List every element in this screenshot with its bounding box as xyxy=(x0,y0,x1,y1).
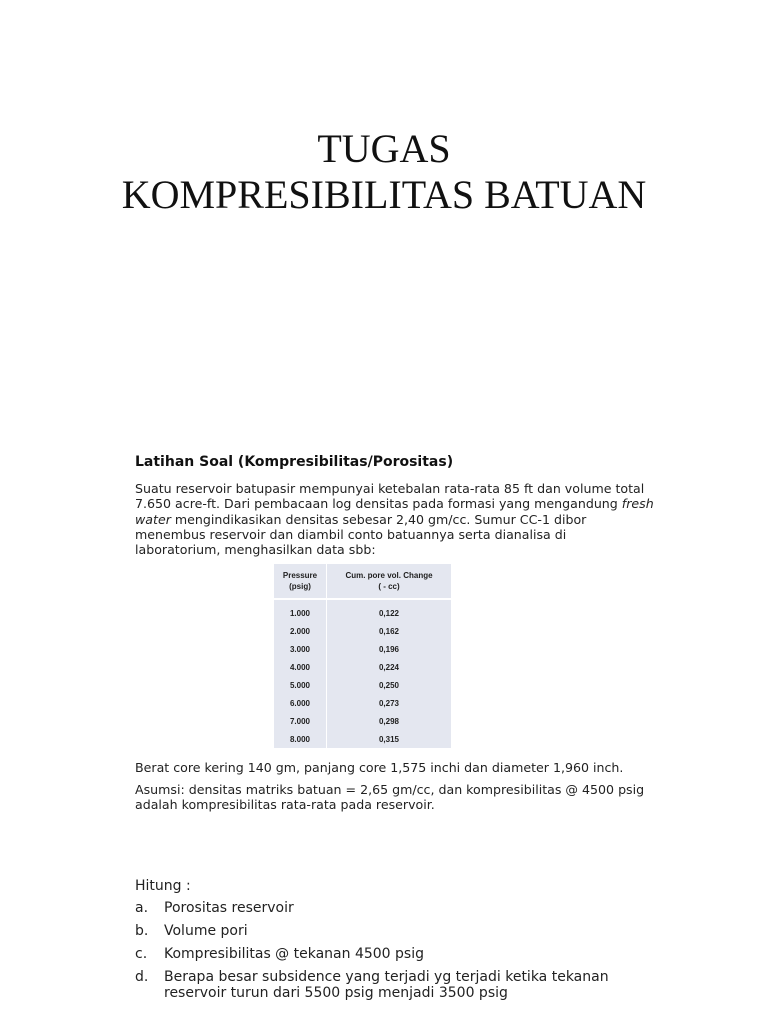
list-item-text: Kompresibilitas @ tekanan 4500 psig xyxy=(164,946,424,962)
volume-change-cell: 0,224 xyxy=(378,662,400,672)
header-pressure-line-1: Pressure xyxy=(282,571,318,580)
header-pressure xyxy=(274,564,327,599)
header-pressure-line-2: (psig) xyxy=(289,582,311,591)
pressure-cell: 4.000 xyxy=(274,658,327,676)
list-marker: b. xyxy=(135,923,149,939)
list-item-text: Volume pori xyxy=(164,923,248,939)
section-heading: Latihan Soal (Kompresibilitas/Porositas) xyxy=(135,454,454,470)
header-pore-volume-line-1: Cum. pore vol. Change xyxy=(345,571,433,580)
pressure-cell: 7.000 xyxy=(274,712,327,730)
intro-italic-term: fresh water xyxy=(135,496,654,527)
table-row xyxy=(274,640,451,658)
volume-change-cell: 0,250 xyxy=(378,680,400,690)
pressure-cell: 3.000 xyxy=(274,640,327,658)
pressure-cell: 1.000 xyxy=(274,599,327,622)
volume-change-cell: 0,122 xyxy=(378,608,400,618)
table-row xyxy=(274,712,451,730)
list-item-text: Berapa besar subsidence yang terjadi yg terjadi ketika tekanan reservoir turun dari 5500 psig menjadi 3500 psig xyxy=(164,969,609,1001)
list-item xyxy=(135,969,655,1001)
table-row xyxy=(274,599,451,622)
core-data-note: Berat core kering 140 gm, panjang core 1,575 inchi dan diameter 1,960 inch. xyxy=(135,760,624,775)
volume-change-cell: 0,315 xyxy=(378,734,400,744)
list-marker: d. xyxy=(135,969,149,985)
table-row xyxy=(274,676,451,694)
list-item xyxy=(135,900,655,916)
title-line-1: TUGAS xyxy=(317,126,451,171)
intro-text-2: mengindikasikan densitas sebesar 2,40 gm/cc. Sumur CC-1 dibor menembus reservoir dan diambil conto batuannya serta dianalisa di laboratorium, menghasilkan data sbb: xyxy=(135,511,587,558)
volume-change-cell: 0,273 xyxy=(378,698,400,708)
tasks-label: Hitung : xyxy=(135,878,191,894)
header-pore-volume-line-2: ( - cc) xyxy=(378,582,400,591)
table-header-row xyxy=(274,564,451,599)
list-marker: c. xyxy=(135,946,148,962)
title-line-2: KOMPRESIBILITAS BATUAN xyxy=(121,172,647,217)
table-row xyxy=(274,658,451,676)
list-item-text: Porositas reservoir xyxy=(164,900,294,916)
table-row xyxy=(274,730,451,748)
volume-change-cell: 0,196 xyxy=(378,644,400,654)
pressure-cell: 6.000 xyxy=(274,694,327,712)
pressure-cell: 8.000 xyxy=(274,730,327,748)
document-title xyxy=(0,126,768,218)
assumption-note: Asumsi: densitas matriks batuan = 2,65 gm/cc, dan kompresibilitas @ 4500 psig adalah kompresibilitas rata-rata pada reservoir. xyxy=(135,782,645,813)
volume-change-cell: 0,298 xyxy=(378,716,400,726)
intro-text-1: Suatu reservoir batupasir mempunyai ketebalan rata-rata 85 ft dan volume total 7.650 acre-ft. Dari pembacaan log densitas pada formasi yang mengandung xyxy=(135,481,645,512)
problem-intro xyxy=(135,481,655,557)
list-item xyxy=(135,946,655,962)
table-row xyxy=(274,694,451,712)
task-list xyxy=(135,900,655,1008)
table-row xyxy=(274,622,451,640)
list-marker: a. xyxy=(135,900,149,916)
list-item xyxy=(135,923,655,939)
pressure-cell: 2.000 xyxy=(274,622,327,640)
volume-change-cell: 0,162 xyxy=(378,626,400,636)
header-pore-volume xyxy=(327,564,452,599)
pressure-volume-table xyxy=(274,564,451,748)
pressure-cell: 5.000 xyxy=(274,676,327,694)
